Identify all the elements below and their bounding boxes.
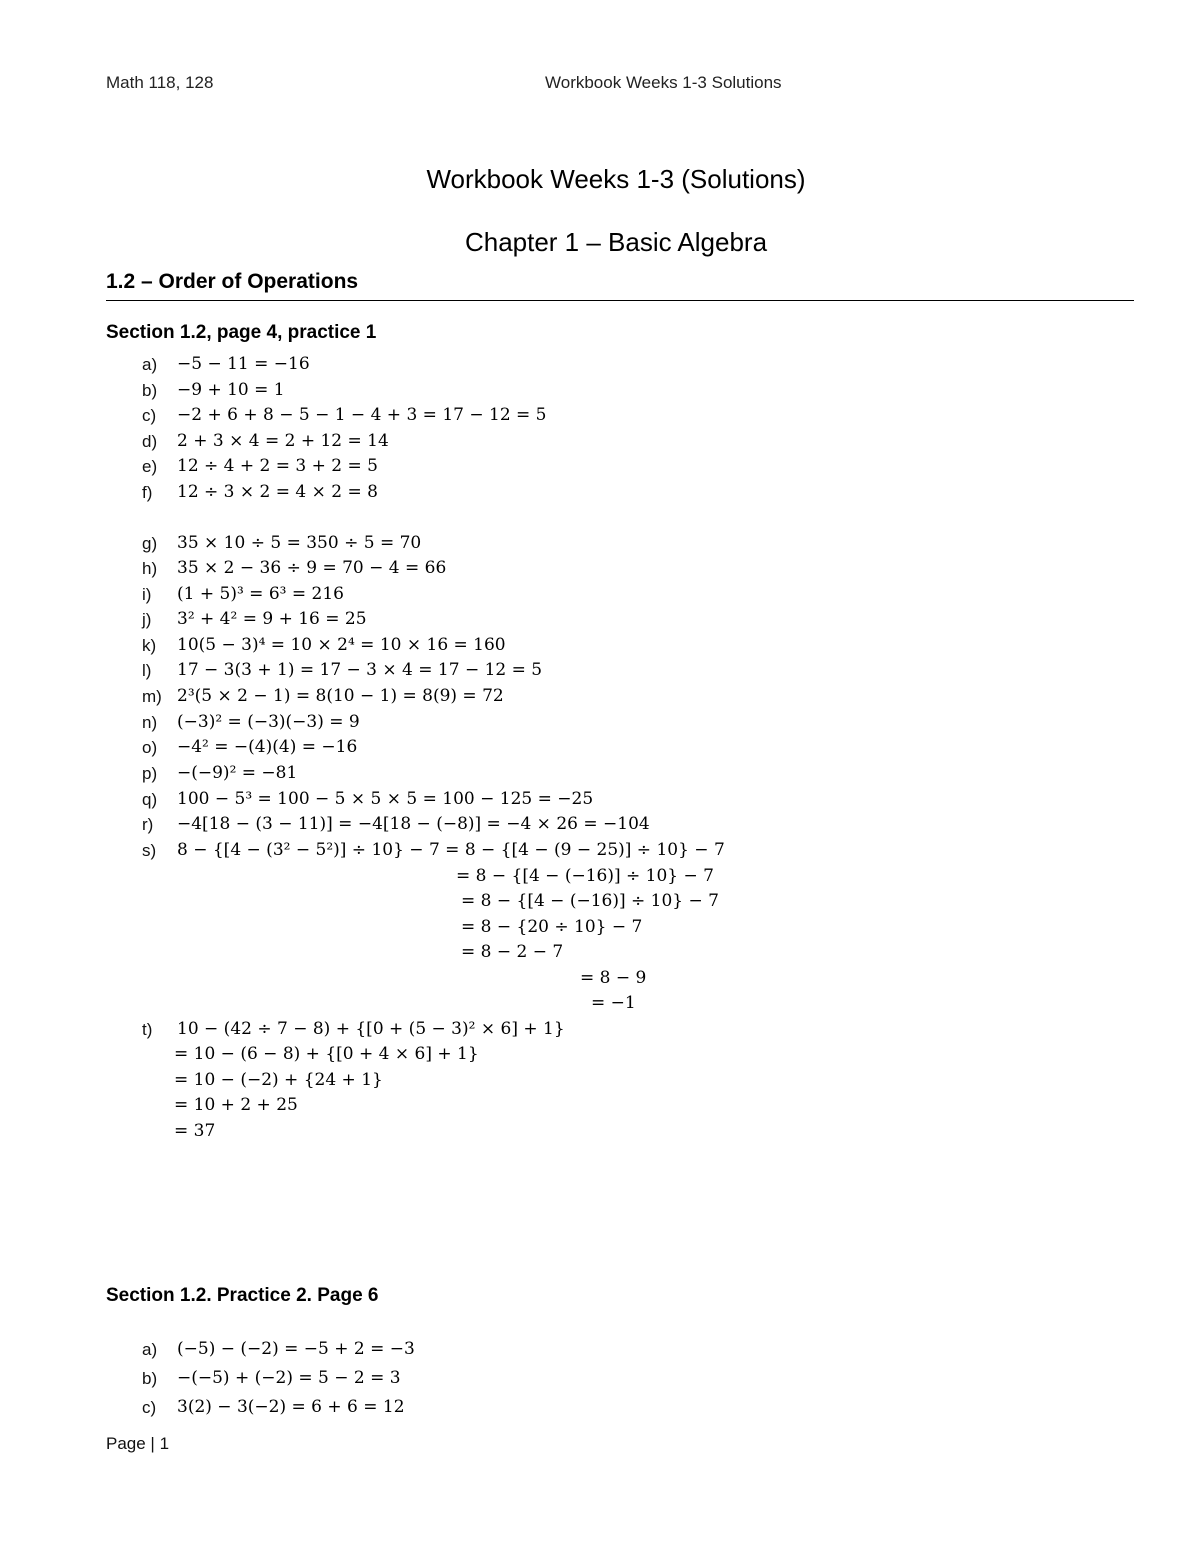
- equation: (−3)² = (−3)(−3) = 9: [177, 712, 360, 732]
- item-label: o): [142, 738, 158, 757]
- equation-continuation: = 10 + 2 + 25: [174, 1095, 298, 1115]
- item-label: e): [142, 457, 158, 476]
- item-label: c): [142, 1398, 157, 1417]
- equation: 2 + 3 × 4 = 2 + 12 = 14: [177, 431, 389, 451]
- equation: −5 − 11 = −16: [177, 354, 310, 374]
- item-label: n): [142, 713, 158, 732]
- equation: −(−9)² = −81: [177, 763, 298, 783]
- equation: −4² = −(4)(4) = −16: [177, 737, 358, 757]
- item-label: t): [142, 1020, 153, 1039]
- equation-continuation: = 10 − (−2) + {24 + 1}: [174, 1070, 383, 1090]
- equation: 3(2) − 3(−2) = 6 + 6 = 12: [177, 1397, 405, 1417]
- item-label: d): [142, 432, 158, 451]
- practice1-heading: Section 1.2, page 4, practice 1: [106, 322, 377, 343]
- equation: 12 ÷ 3 × 2 = 4 × 2 = 8: [177, 482, 378, 502]
- equation: 100 − 5³ = 100 − 5 × 5 × 5 = 100 − 125 = −25: [177, 789, 594, 809]
- equation-continuation: = 37: [174, 1121, 216, 1141]
- equation-continuation: = 8 − 9: [580, 968, 647, 988]
- page-number: Page | 1: [106, 1434, 170, 1453]
- equation: −4[18 − (3 − 11)] = −4[18 − (−8)] = −4 × 26 = −104: [177, 814, 650, 834]
- equation: −2 + 6 + 8 − 5 − 1 − 4 + 3 = 17 − 12 = 5: [177, 405, 547, 425]
- item-label: f): [142, 483, 153, 502]
- section-divider: [106, 300, 1134, 301]
- header-doc-title: Workbook Weeks 1-3 Solutions: [545, 73, 782, 92]
- equation: 10 − (42 ÷ 7 − 8) + {[0 + (5 − 3)² × 6] + 1}: [177, 1019, 565, 1039]
- equation: 12 ÷ 4 + 2 = 3 + 2 = 5: [177, 456, 378, 476]
- item-label: s): [142, 841, 157, 860]
- document-title: Workbook Weeks 1-3 (Solutions): [426, 164, 806, 194]
- item-label: g): [142, 534, 158, 553]
- practice2-heading: Section 1.2. Practice 2. Page 6: [106, 1285, 379, 1306]
- item-label: k): [142, 636, 157, 655]
- equation-continuation: = 8 − {20 ÷ 10} − 7: [461, 917, 643, 937]
- equation: 3² + 4² = 9 + 16 = 25: [177, 609, 367, 629]
- equation-continuation: = 8 − {[4 − (−16)] ÷ 10} − 7: [456, 866, 714, 886]
- section-heading: 1.2 – Order of Operations: [106, 270, 359, 293]
- item-label: p): [142, 764, 158, 783]
- equation: (1 + 5)³ = 6³ = 216: [177, 584, 344, 604]
- item-label: c): [142, 406, 157, 425]
- item-label: b): [142, 381, 158, 400]
- equation: 35 × 2 − 36 ÷ 9 = 70 − 4 = 66: [177, 558, 447, 578]
- item-label: r): [142, 815, 154, 834]
- item-label: q): [142, 790, 158, 809]
- header-course: Math 118, 128: [106, 73, 214, 92]
- item-label: a): [142, 1340, 158, 1359]
- item-label: a): [142, 355, 158, 374]
- chapter-title: Chapter 1 – Basic Algebra: [464, 227, 768, 257]
- item-label: l): [142, 661, 152, 680]
- equation: (−5) − (−2) = −5 + 2 = −3: [177, 1339, 415, 1359]
- equation: 35 × 10 ÷ 5 = 350 ÷ 5 = 70: [177, 533, 422, 553]
- equation-continuation: = 8 − 2 − 7: [461, 942, 564, 962]
- equation: 10(5 − 3)⁴ = 10 × 2⁴ = 10 × 16 = 160: [177, 635, 506, 655]
- equation: −9 + 10 = 1: [177, 380, 285, 400]
- item-label: i): [142, 585, 152, 604]
- equation-continuation: = 8 − {[4 − (−16)] ÷ 10} − 7: [461, 891, 719, 911]
- equation-continuation: = 10 − (6 − 8) + {[0 + 4 × 6] + 1}: [174, 1044, 479, 1064]
- equation: −(−5) + (−2) = 5 − 2 = 3: [177, 1368, 401, 1388]
- item-label: b): [142, 1369, 158, 1388]
- item-label: h): [142, 559, 158, 578]
- equation-continuation: = −1: [591, 993, 636, 1013]
- item-label: j): [142, 610, 152, 629]
- item-label: m): [142, 687, 162, 706]
- equation: 8 − {[4 − (3² − 5²)] ÷ 10} − 7 = 8 − {[4 − (9 − 25)] ÷ 10} − 7: [177, 840, 725, 860]
- equation: 2³(5 × 2 − 1) = 8(10 − 1) = 8(9) = 72: [177, 686, 504, 706]
- equation: 17 − 3(3 + 1) = 17 − 3 × 4 = 17 − 12 = 5: [177, 660, 543, 680]
